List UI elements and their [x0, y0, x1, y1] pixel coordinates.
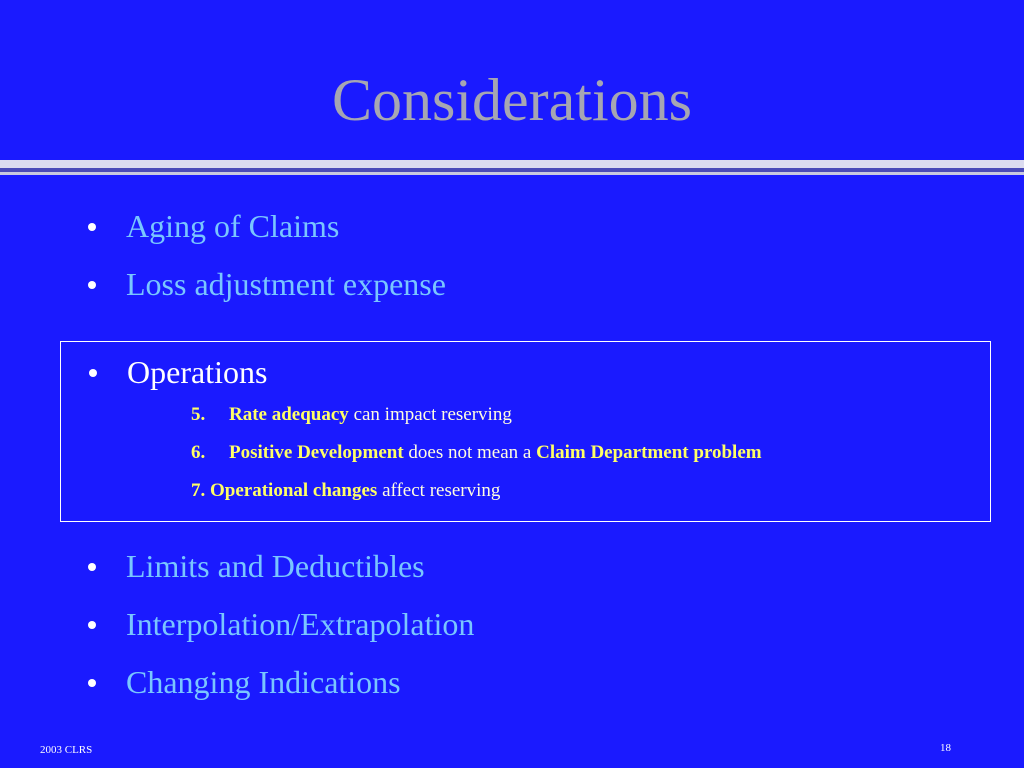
bullet-item: [88, 606, 474, 643]
sub-item: [191, 480, 500, 502]
sub-item-bold: Rate adequacy: [229, 404, 349, 425]
sub-item-bold: 7. Operational changes: [191, 480, 378, 501]
bullet-dot-icon: [88, 223, 96, 231]
bullet-label: Loss adjustment expense: [126, 266, 446, 302]
operations-heading: [89, 354, 267, 391]
sub-item-number: 6.: [191, 442, 206, 463]
operations-box: [60, 341, 991, 522]
operations-label: Operations: [127, 354, 268, 390]
title-rule: [0, 160, 1024, 168]
bullet-item: [88, 208, 339, 245]
page-number: 18: [940, 742, 951, 754]
bullet-item: [88, 548, 425, 585]
bullet-dot-icon: [88, 563, 96, 571]
sub-item-text: can impact reserving: [348, 404, 512, 425]
sub-item: [191, 404, 512, 426]
bullet-dot-icon: [89, 369, 97, 377]
sub-item-number: 5.: [191, 404, 206, 425]
sub-item-bold: Claim Department problem: [536, 442, 762, 463]
sub-item-bold: Positive Development: [229, 442, 404, 463]
sub-item-text: affect reserving: [377, 480, 501, 501]
title-rule-thin: [0, 172, 1024, 175]
bullet-label: Limits and Deductibles: [126, 548, 425, 584]
bullet-dot-icon: [88, 679, 96, 687]
bullet-item: [88, 664, 401, 701]
bullet-dot-icon: [88, 281, 96, 289]
bullet-label: Interpolation/Extrapolation: [126, 606, 475, 642]
slide-title: Considerations: [332, 67, 692, 133]
bullet-dot-icon: [88, 621, 96, 629]
sub-item: [191, 442, 762, 464]
bullet-item: [88, 266, 446, 303]
sub-item-text: does not mean a: [403, 442, 537, 463]
bullet-label: Changing Indications: [126, 664, 401, 700]
bullet-label: Aging of Claims: [126, 208, 340, 244]
footer-source: 2003 CLRS: [40, 744, 93, 756]
